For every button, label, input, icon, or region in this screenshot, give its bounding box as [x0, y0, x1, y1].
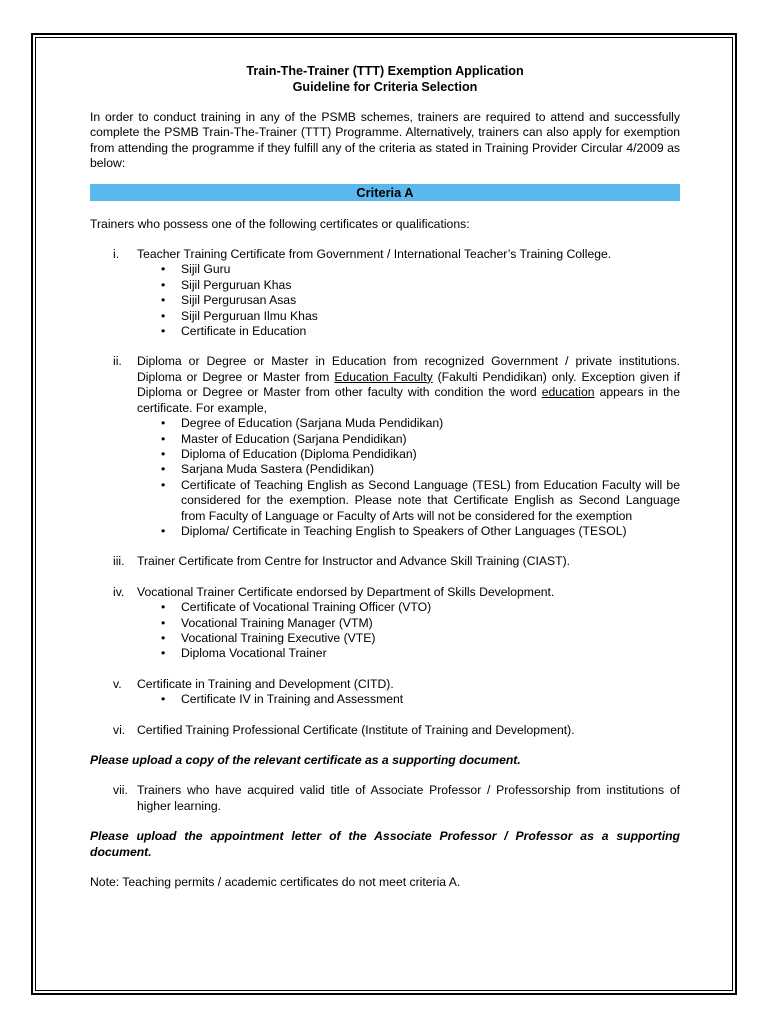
- item-number: ii.: [113, 354, 122, 369]
- criteria-list: [90, 247, 680, 738]
- bullet-item: • Sijil Perguruan Khas: [137, 278, 680, 293]
- bullet-item: • Sarjana Muda Sastera (Pendidikan): [137, 462, 680, 477]
- item-text: Certificate in Training and Development (CITD).: [137, 676, 394, 691]
- item-text: Vocational Trainer Certificate endorsed by Department of Skills Development.: [137, 584, 555, 599]
- item-number: iii.: [113, 554, 125, 569]
- bullet-item: • Certificate of Teaching English as Second Language (TESL) from Education Faculty will be considered for the exemption. Please note that Certificate English as Second Language from Faculty of Language or Faculty of Arts will not be considered for the exemption: [137, 478, 680, 524]
- final-note: Note: Teaching permits / academic certificates do not meet criteria A.: [90, 875, 461, 890]
- item-text-part: Diploma or Degree or Master in Education from recognized Government / private institutions. Diploma or Degree or Master from: [137, 354, 680, 384]
- list-item: [90, 677, 680, 708]
- item-number: vii.: [113, 783, 128, 798]
- document-subtitle: Guideline for Criteria Selection: [292, 79, 478, 94]
- bullet-list: [137, 416, 680, 539]
- item-text-part: appears in the certificate. For example,: [137, 385, 680, 415]
- bullet-item: • Diploma Vocational Trainer: [137, 646, 680, 661]
- bullet-item: • Certificate of Vocational Training Officer (VTO): [137, 600, 680, 615]
- bullet-item: • Diploma/ Certificate in Teaching English to Speakers of Other Languages (TESOL): [137, 524, 680, 539]
- item-number: iv.: [113, 584, 125, 599]
- list-item: [90, 723, 680, 738]
- bullet-item: • Certificate in Education: [137, 324, 680, 339]
- underlined-term: education: [541, 385, 595, 400]
- list-item: [90, 554, 680, 569]
- item-text-part: (Fakulti Pendidikan) only. Exception given if Diploma or Degree or Master from other faculty with condition the word: [137, 369, 680, 400]
- bullet-item: • Sijil Perguruan Ilmu Khas: [137, 309, 680, 324]
- list-item: [90, 247, 680, 339]
- bullet-list: [137, 600, 680, 662]
- item-number: i.: [113, 247, 120, 262]
- list-item: [90, 783, 680, 814]
- bullet-list: [137, 262, 680, 339]
- bullet-item: • Sijil Guru: [137, 262, 680, 277]
- bullet-item: • Vocational Training Manager (VTM): [137, 616, 680, 631]
- item-text: Certified Training Professional Certificate (Institute of Training and Development).: [137, 722, 575, 737]
- bullet-item: • Certificate IV in Training and Assessment: [137, 692, 680, 707]
- underlined-term: Education Faculty: [334, 369, 433, 384]
- item-text: Teacher Training Certificate from Government / International Teacher’s Training College.: [137, 247, 612, 262]
- item-text: Trainers who have acquired valid title of Associate Professor / Professorship from institutions of higher learning.: [137, 783, 680, 813]
- document-body: [90, 64, 680, 890]
- item-number: vi.: [113, 722, 126, 737]
- upload-note-appointment-letter: Please upload the appointment letter of the Associate Professor / Professor as a supporting document.: [90, 829, 680, 859]
- bullet-item: • Degree of Education (Sarjana Muda Pendidikan): [137, 416, 680, 431]
- criteria-list-continued: [90, 783, 680, 814]
- bullet-item: • Sijil Pergurusan Asas: [137, 293, 680, 308]
- item-text: Trainer Certificate from Centre for Instructor and Advance Skill Training (CIAST).: [137, 554, 571, 569]
- list-item: [90, 354, 680, 539]
- intro-paragraph: In order to conduct training in any of the PSMB schemes, trainers are required to attend and successfully complete the PSMB Train-The-Trainer (TTT) Programme. Alternatively, trainers can also apply for exemption from attending the programme if they fulfill any of the criteria as stated in Training Provider Circular 4/2009 as below:: [90, 110, 680, 171]
- bullet-item: • Vocational Training Executive (VTE): [137, 631, 680, 646]
- upload-note-certificate: Please upload a copy of the relevant certificate as a supporting document.: [90, 753, 521, 767]
- bullet-list: [137, 692, 680, 707]
- item-text: [137, 354, 680, 416]
- bullet-item: • Diploma of Education (Diploma Pendidikan): [137, 447, 680, 462]
- section-heading-criteria-a: Criteria A: [90, 184, 680, 201]
- list-item: [90, 585, 680, 662]
- item-number: v.: [113, 676, 122, 691]
- criteria-intro: Trainers who possess one of the following certificates or qualifications:: [90, 216, 470, 231]
- document-title: Train-The-Trainer (TTT) Exemption Application: [246, 64, 524, 78]
- bullet-item: • Master of Education (Sarjana Pendidikan): [137, 432, 680, 447]
